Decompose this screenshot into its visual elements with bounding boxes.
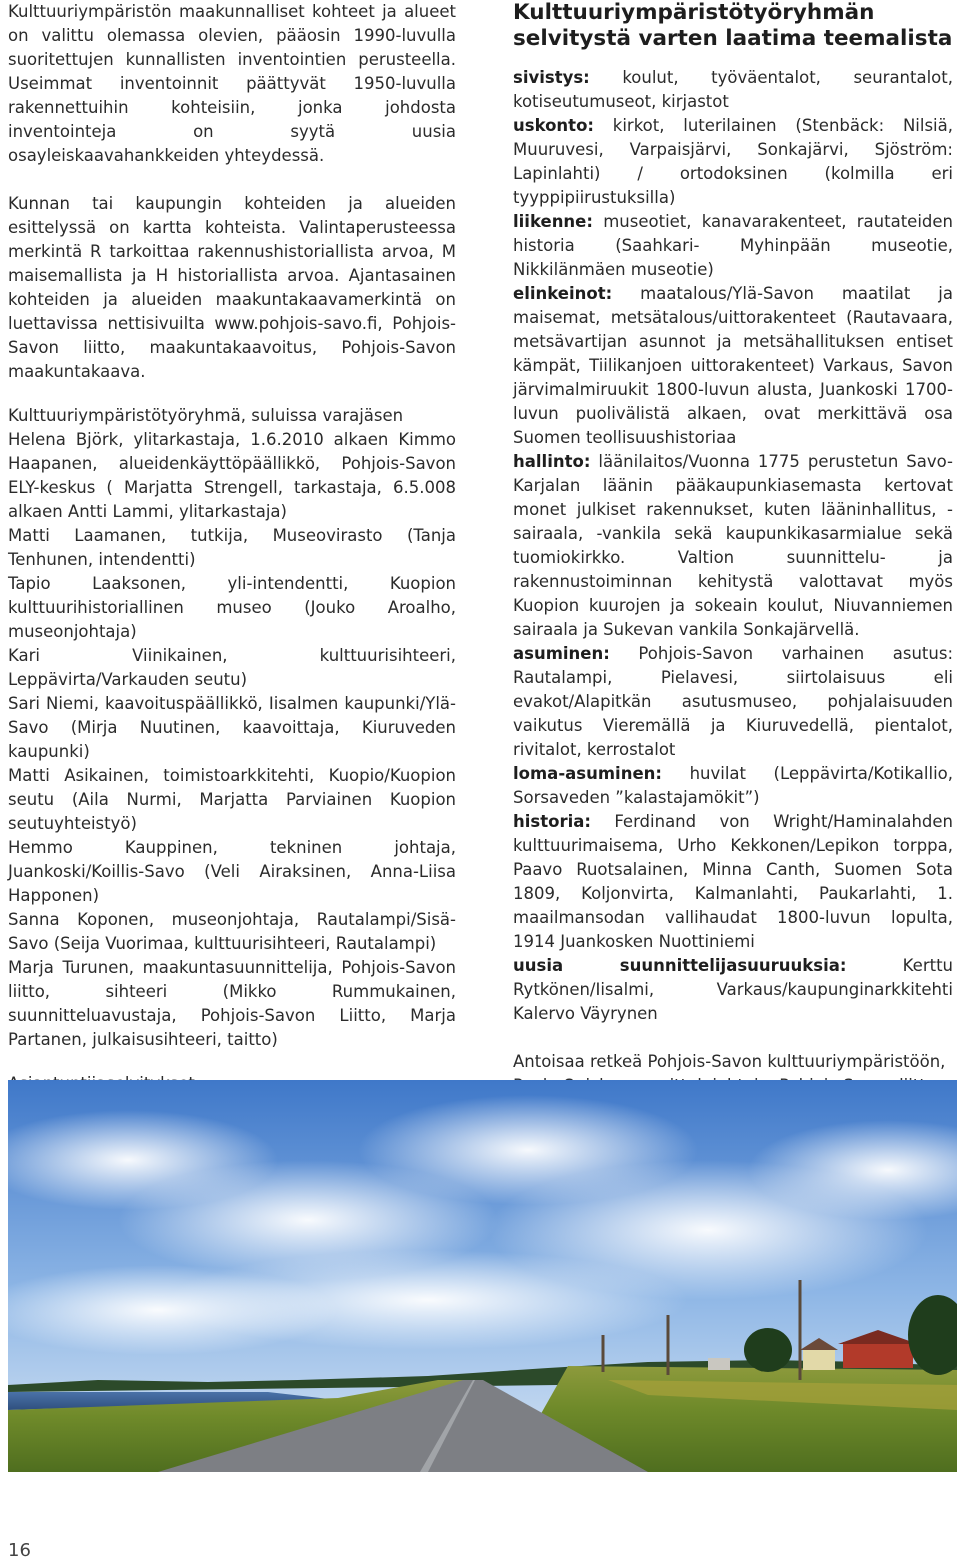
theme-item	[513, 642, 953, 762]
theme-item	[513, 954, 953, 1026]
right-column	[513, 0, 953, 1188]
working-group-member: Sari Niemi, kaavoituspäällikkö, Iisalmen kaupunki/Ylä-Savo (Mirja Nuutinen, kaavoittaja, Kiuruveden kaupunki)	[8, 694, 456, 761]
landscape-illustration	[8, 1080, 957, 1472]
working-group-member: Matti Laamanen, tutkija, Museovirasto (Tanja Tenhunen, intendentti)	[8, 526, 456, 569]
theme-item	[513, 282, 953, 450]
theme-list-heading: Kulttuuriympäristötyöryhmän selvitystä varten laatima teemalista	[513, 0, 953, 51]
footer-divider	[8, 1530, 957, 1531]
page-number: 16	[8, 1540, 31, 1561]
working-group-member: Tapio Laaksonen, yli-intendentti, Kuopion kulttuurihistoriallinen museo (Jouko Aroalho, museonjohtaja)	[8, 574, 456, 641]
working-group-member: Kari Viinikainen, kulttuurisihteeri, Leppävirta/Varkauden seutu)	[8, 646, 456, 689]
working-group-member: Marja Turunen, maakuntasuunnittelija, Pohjois-Savon liitto, sihteeri (Mikko Rummukainen, suunnitteluavustaja, Pohjois-Savon Liitto, Marja Partanen, julkaisusihteeri, taitto)	[8, 958, 456, 1049]
theme-list	[513, 66, 953, 1026]
working-group-member: Matti Asikainen, toimistoarkkitehti, Kuopio/Kuopion seutu (Aila Nurmi, Marjatta Parviainen Kuopion seutuyhteistyö)	[8, 766, 456, 833]
theme-text: Pohjois-Savon varhainen asutus: Rautalampi, Pielavesi, siirtolaisuus eli evakot/Alapitkän asutusmuseo, pohjalaisuuden vaikutus Vieremällä ja Kiuruvedellä, pientalot, rivitalot, kerrostalot	[513, 644, 953, 759]
dedication-paragraph: Antoisaa retkeä Pohjois-Savon kulttuuriympäristöön,	[513, 1052, 946, 1071]
landscape-photo	[8, 1080, 957, 1472]
theme-term: historia:	[513, 812, 591, 831]
theme-term: elinkeinot:	[513, 284, 613, 303]
working-group-member: Sanna Koponen, museonjohtaja, Rautalampi/Sisä-Savo (Seija Vuorimaa, kulttuurisihteeri, Rautalampi)	[8, 910, 456, 953]
theme-term: uusia suunnittelijasuuruuksia:	[513, 956, 847, 975]
theme-text: läänilaitos/Vuonna 1775 perustetun Savo-Karjalan läänin pääkaupunkiasemasta kertovat monet julkiset rakennukset, kuten lääninhallitus, -sairaala, -vankila sekä kaupunkikasarmialue sekä tuomiokirkko. Valtion suunnittelu- ja rakennustoiminnan kehitystä valottavat myös Kuopion kuurojen ja sokeain koulut, Niuvanniemen sairaala ja Sukevan vankila Sonkajärvellä.	[513, 452, 953, 639]
theme-text: koulut, työväentalot, seurantalot, kotiseutumuseot, kirjastot	[513, 68, 953, 111]
working-group-member: Hemmo Kauppinen, tekninen johtaja, Juankoski/Koillis-Savo (Veli Airaksinen, Anna-Liisa Happonen)	[8, 838, 456, 905]
working-group-heading: Kulttuuriympäristötyöryhmä, suluissa varajäsen	[8, 406, 404, 425]
theme-term: asuminen:	[513, 644, 610, 663]
working-group-list	[8, 404, 456, 1052]
theme-item	[513, 810, 953, 954]
map-paragraph: Kunnan tai kaupungin kohteiden ja alueiden esittelyssä on kartta kohteista. Valintaperusteessa merkintä R tarkoittaa rakennushistoriallista arvoa, M maisemallista ja H historiallista arvoa. Ajantasainen kohteiden ja alueiden maakuntakaavamerkintä on luettavissa nettisivuilta www.pohjois-savo.fi, Pohjois-Savon liitto, maakuntakaavoitus, Pohjois-Savon maakuntakaava.	[8, 194, 456, 381]
theme-item	[513, 762, 953, 810]
theme-text: Ferdinand von Wright/Haminalahden kulttuurimaisema, Urho Kekkonen/Lepikon torppa, Paavo Ruotsalainen, Minna Canth, Suomen Sota 1809, Koljonvirta, Kalmanlahti, Paukarlahti, 1. maailmansodan vallihaudat 1800-luvun lopulta, 1914 Juankosken Nuottiniemi	[513, 812, 953, 951]
theme-term: loma-asuminen:	[513, 764, 662, 783]
theme-text: huvilat (Leppävirta/Kotikallio, Sorsaveden ”kalastajamökit”)	[513, 764, 953, 807]
theme-term: hallinto:	[513, 452, 591, 471]
working-group-member: Helena Björk, ylitarkastaja, 1.6.2010 alkaen Kimmo Haapanen, alueidenkäyttöpäällikkö, Pohjois-Savon ELY-keskus ( Marjatta Strengell, tarkastaja, 6.5.008 alkaen Antti Lammi, ylitarkastaja)	[8, 430, 456, 521]
theme-text: Kerttu Rytkönen/Iisalmi, Varkaus/kaupunginarkkitehti Kalervo Väyrynen	[513, 956, 953, 1023]
theme-text: kirkot, luterilainen (Stenbäck: Nilsiä, Muuruvesi, Varpaisjärvi, Sonkajärvi, Sjöström: Lapinlahti) / ortodoksinen (kolmilla eri tyyppipiirustuksilla)	[513, 116, 953, 207]
theme-term: uskonto:	[513, 116, 595, 135]
left-column	[8, 0, 456, 1168]
theme-item	[513, 114, 953, 210]
theme-item	[513, 66, 953, 114]
theme-term: sivistys:	[513, 68, 590, 87]
theme-text: museotiet, kanavarakenteet, rautateiden historia (Saahkari- Myhinpään museotie, Nikkilänmäen museotie)	[513, 212, 953, 279]
theme-text: maatalous/Ylä-Savon maatilat ja maisemat, metsätalous/uittorakenteet (Rautavaara, metsävartijan asunnot ja metsähallituksen entiset kämpät, Tiilikanjoen uittorakenteet) Varkaus, Savon järvimalmiruukit 1800-luvun alusta, Juankoski 1700-luvun puolivälistä alkaen, ovat merkittävä osa Suomen teollisuushistoriaa	[513, 284, 953, 447]
intro-paragraph: Kulttuuriympäristön maakunnalliset kohteet ja alueet on valittu olemassa olevien, pääosin 1990-luvulla suoritettujen kunnallisten inventointien perusteella. Useimmat inventoinnit päättyvät 1950-luvulla rakennettuihin kohteisiin, jonka johdosta inventointeja on syytä uusia osayleiskaavahankkeiden yhteydessä.	[8, 2, 456, 165]
theme-term: liikenne:	[513, 212, 593, 231]
theme-item	[513, 450, 953, 642]
theme-item	[513, 210, 953, 282]
